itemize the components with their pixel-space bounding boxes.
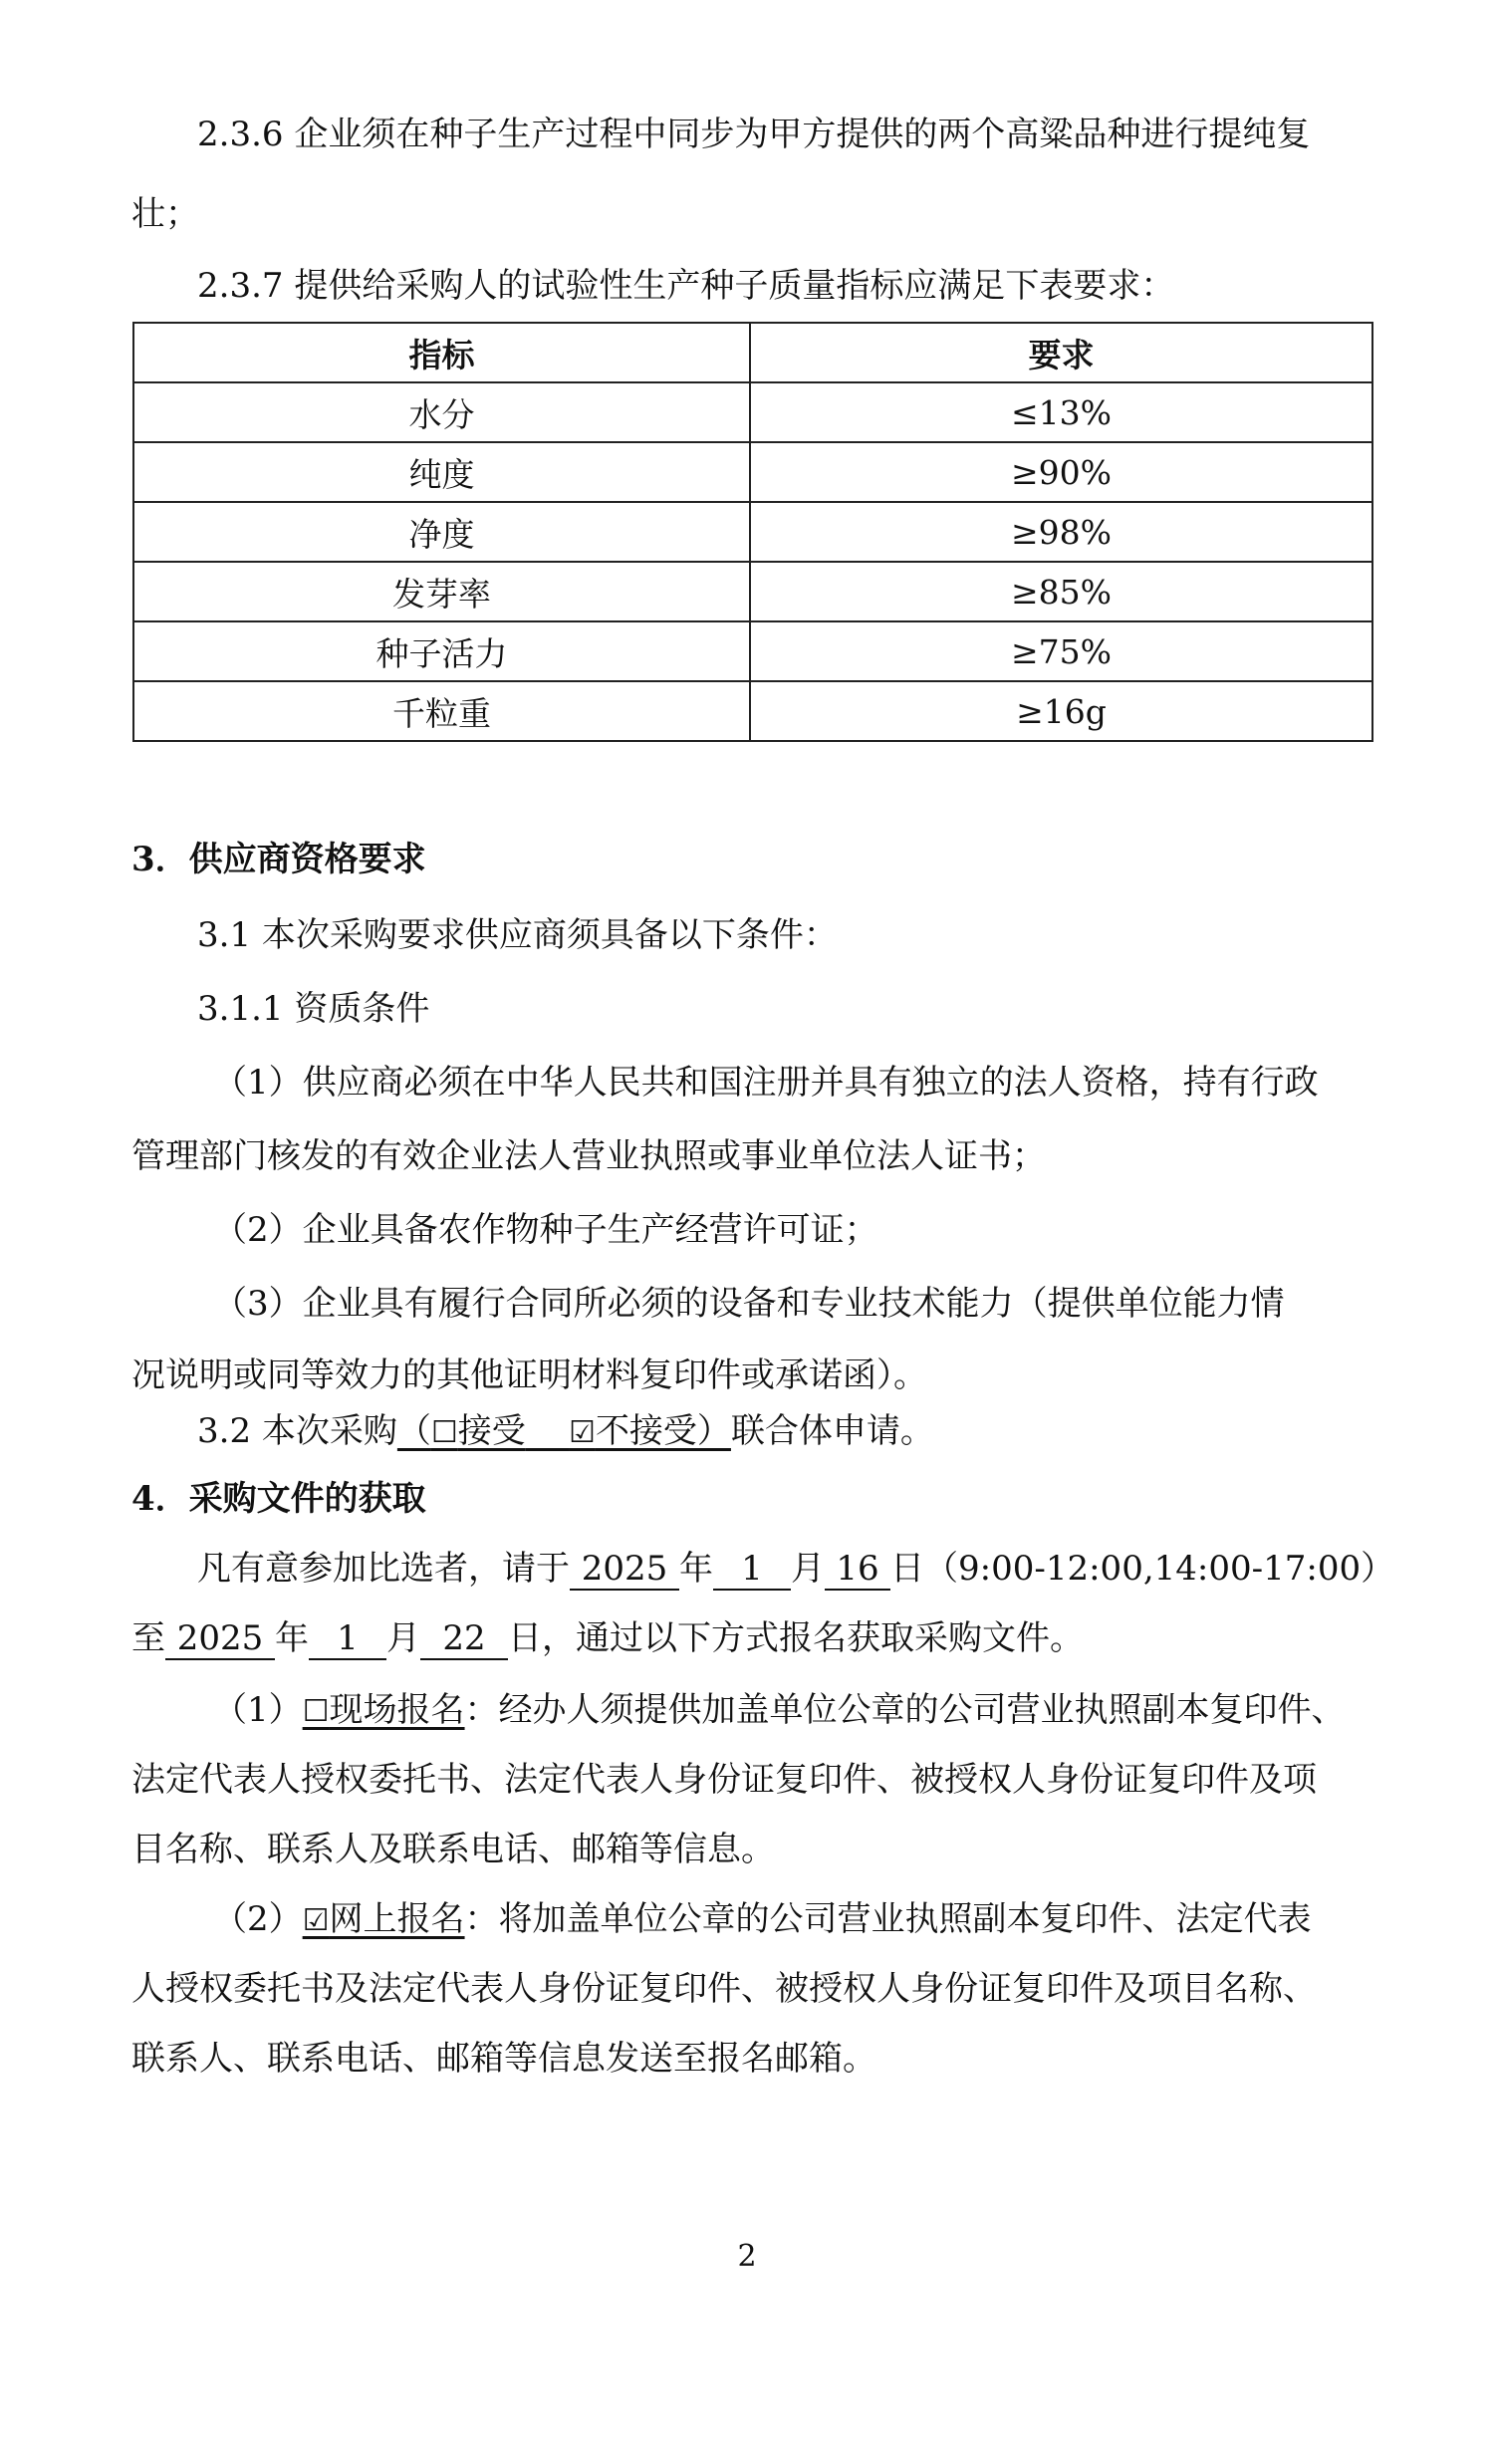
onsite-option [303, 1690, 465, 1730]
clause-3-1-1: 3.1.1 资质条件 [197, 989, 430, 1029]
clause-2-3-6-line2: 壮； [131, 194, 199, 234]
checkbox-empty-icon: ☐ [302, 1694, 330, 1729]
table-cell-indicator: 种子活力 [133, 621, 750, 681]
month-label: 月 [386, 1618, 420, 1658]
registration-period-line2 [131, 1615, 1084, 1661]
option-accept-label: 接受 [457, 1411, 526, 1451]
online-registration-line3: 联系人、联系电话、邮箱等信息发送至报名邮箱。 [131, 2039, 876, 2079]
table-row [133, 442, 1372, 502]
seed-quality-table [132, 322, 1373, 742]
start-year: 2025 [570, 1549, 679, 1591]
requirement-3-line2: 况说明或同等效力的其他证明材料复印件或承诺函）。 [131, 1355, 927, 1395]
table-row [133, 621, 1372, 681]
requirement-2: （2）企业具备农作物种子生产经营许可证； [213, 1210, 878, 1250]
consortium-option [397, 1411, 731, 1451]
table-header-indicator: 指标 [133, 323, 750, 382]
table-cell-indicator: 纯度 [133, 442, 750, 502]
table-cell-indicator: 净度 [133, 502, 750, 562]
onsite-desc: ：经办人须提供加盖单位公章的公司营业执照副本复印件、 [464, 1690, 1346, 1730]
office-hours: （9:00-12:00,14:00-17:00） [924, 1549, 1395, 1589]
end-day: 22 [420, 1618, 508, 1660]
table-cell-requirement: ≥98% [750, 502, 1372, 562]
month-label: 月 [791, 1549, 825, 1589]
requirement-1-line1: （1）供应商必须在中华人民共和国注册并具有独立的法人资格，持有行政 [213, 1063, 1319, 1103]
online-label: 网上报名 [329, 1899, 465, 1939]
table-row [133, 382, 1372, 442]
table-cell-requirement: ≤13% [750, 382, 1372, 442]
checkbox-checked-icon: ☑ [302, 1903, 330, 1938]
table-cell-indicator: 千粒重 [133, 681, 750, 741]
clause-3-2-prefix: 3.2 本次采购 [197, 1411, 397, 1451]
clause-2-3-6-line1: 2.3.6 企业须在种子生产过程中同步为甲方提供的两个高粱品种进行提纯复 [197, 115, 1311, 154]
clause-3-1: 3.1 本次采购要求供应商须具备以下条件： [197, 915, 838, 955]
period-suffix: 日，通过以下方式报名获取采购文件。 [508, 1618, 1084, 1658]
page-number: 2 [737, 2239, 757, 2274]
to-label: 至 [131, 1618, 165, 1658]
table-cell-indicator: 发芽率 [133, 562, 750, 621]
table-cell-requirement: ≥85% [750, 562, 1372, 621]
option-reject-label: 不接受） [595, 1411, 731, 1451]
online-prefix: （2） [213, 1899, 303, 1939]
requirement-3-line1: （3）企业具有履行合同所必须的设备和专业技术能力（提供单位能力情 [213, 1284, 1285, 1324]
table-header-row [133, 323, 1372, 382]
table-cell-indicator: 水分 [133, 382, 750, 442]
start-month: 1 [713, 1549, 791, 1591]
online-registration-line2: 人授权委托书及法定代表人身份证复印件、被授权人身份证复印件及项目名称、 [131, 1969, 1317, 2009]
onsite-label: 现场报名 [329, 1690, 465, 1730]
clause-3-2 [197, 1408, 934, 1456]
table-row [133, 681, 1372, 741]
table-header-requirement: 要求 [750, 323, 1372, 382]
requirement-1-line2: 管理部门核发的有效企业法人营业执照或事业单位法人证书； [131, 1136, 1046, 1176]
table-row [133, 562, 1372, 621]
table-cell-requirement: ≥75% [750, 621, 1372, 681]
section-4-heading: 4．采购文件的获取 [131, 1479, 426, 1519]
checkbox-empty-icon: ☐ [430, 1415, 458, 1450]
onsite-registration-line2: 法定代表人授权委托书、法定代表人身份证复印件、被授权人身份证复印件及项 [131, 1760, 1317, 1800]
start-day: 16 [825, 1549, 890, 1591]
online-option [303, 1899, 465, 1939]
period-intro: 凡有意参加比选者，请于 [197, 1549, 570, 1589]
onsite-registration-line3: 目名称、联系人及联系电话、邮箱等信息。 [131, 1830, 775, 1869]
online-desc: ：将加盖单位公章的公司营业执照副本复印件、法定代表 [464, 1899, 1312, 1939]
option-open-paren: （ [396, 1411, 431, 1451]
online-registration-line1 [213, 1896, 1312, 1944]
end-year: 2025 [165, 1618, 275, 1660]
end-month: 1 [309, 1618, 386, 1660]
day-label: 日 [890, 1549, 924, 1589]
year-label: 年 [679, 1549, 713, 1589]
registration-period-line1 [197, 1546, 1394, 1592]
section-3-heading: 3．供应商资格要求 [131, 840, 426, 879]
table-row [133, 502, 1372, 562]
onsite-prefix: （1） [213, 1690, 303, 1730]
table-cell-requirement: ≥16g [750, 681, 1372, 741]
clause-3-2-suffix: 联合体申请。 [730, 1411, 934, 1451]
table-cell-requirement: ≥90% [750, 442, 1372, 502]
year-label: 年 [275, 1618, 309, 1658]
checkbox-checked-icon: ☑ [569, 1415, 596, 1450]
clause-2-3-7: 2.3.7 提供给采购人的试验性生产种子质量指标应满足下表要求： [197, 266, 1175, 306]
onsite-registration-line1 [213, 1687, 1346, 1735]
